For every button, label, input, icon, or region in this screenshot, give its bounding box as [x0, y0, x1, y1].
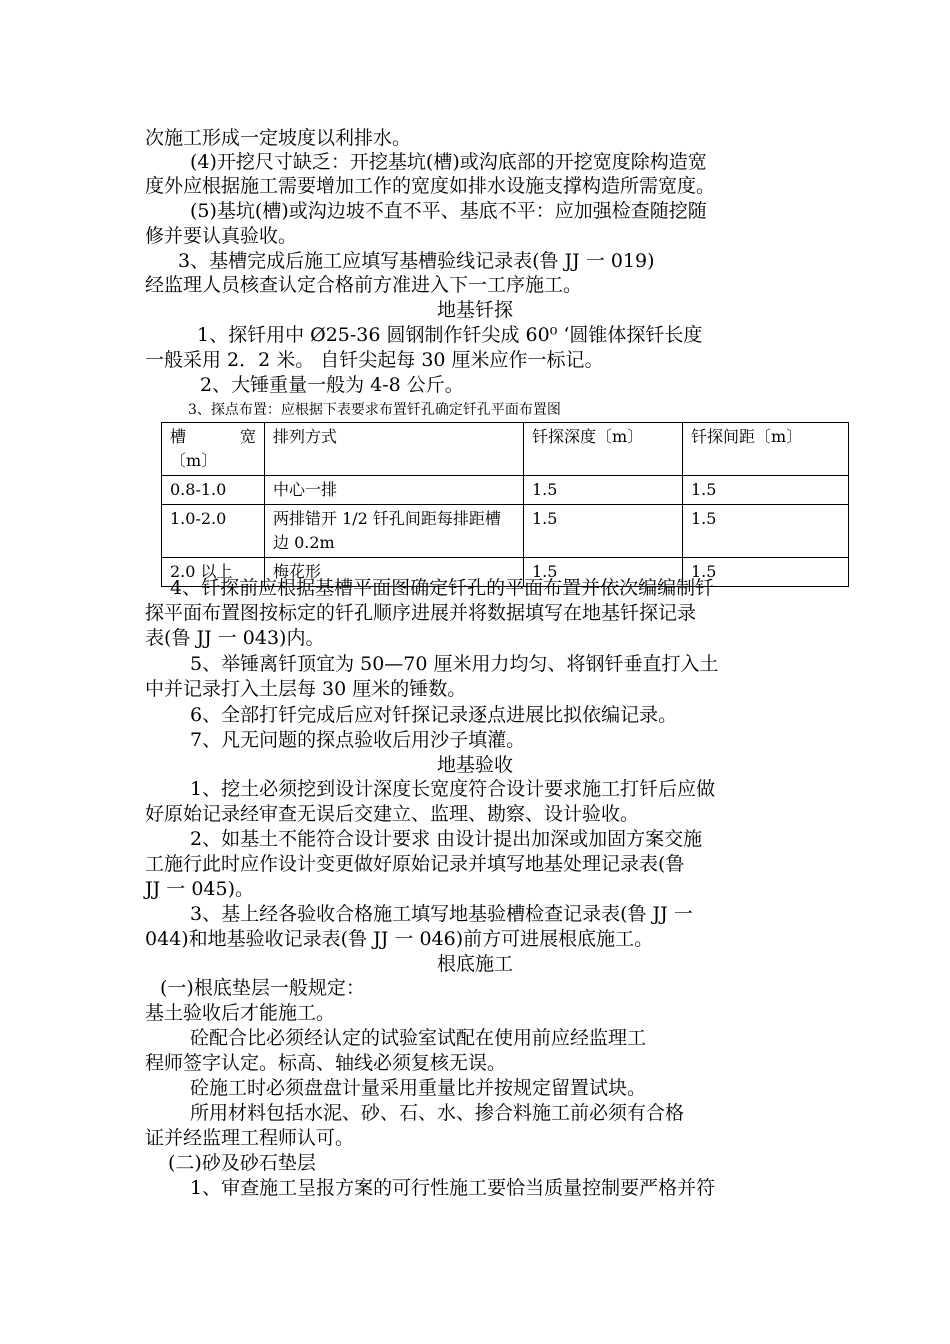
text-line: 度外应根据施工需要增加工作的宽度如排水设施支撑构造所需宽度。 [145, 175, 716, 197]
text-line: 一般采用 2．2 米。 自钎尖起每 30 厘米应作一标记。 [145, 349, 604, 371]
text-line: 所用材料包括水泥、砂、石、水、掺合料施工前必须有合格 [190, 1102, 685, 1124]
text-line: JJ 一 045)。 [145, 878, 254, 900]
table-cell: 2.0 以上 [162, 558, 265, 587]
section-heading: 根底施工 [436, 953, 513, 975]
text-line: 砼配合比必须经认定的试验室试配在使用前应经监理工 [190, 1027, 647, 1049]
table-cell: 梅花形 [265, 558, 524, 587]
text-line: 044)和地基验收记录表(鲁 JJ 一 046)前方可进展根底施工。 [145, 928, 654, 950]
table-header-row [162, 423, 849, 476]
text-line: 3、探点布置：应根据下表要求布置钎孔确定钎孔平面布置图 [188, 402, 561, 418]
text-line: (一)根底垫层一般规定： [160, 977, 365, 999]
text-line: 经监理人员核查认定合格前方准进入下一工序施工。 [145, 274, 583, 296]
text-line: 砼施工时必须盘盘计量采用重量比并按规定留置试块。 [190, 1077, 647, 1099]
text-line: 1、审查施工呈报方案的可行性施工要恰当质量控制要严格并符 [190, 1177, 716, 1199]
text-line: 2、如基土不能符合设计要求 由设计提出加深或加固方案交施 [190, 828, 703, 850]
text-line: 5、举锤离钎顶宜为 50—70 厘米用力均匀、将钢钎垂直打入土 [190, 653, 719, 675]
table-cell: 1.0-2.0 [162, 505, 265, 558]
text-line: 表(鲁 JJ 一 043)内。 [145, 627, 325, 649]
text-line: 基土验收后才能施工。 [145, 1002, 336, 1024]
text-line: 3、基上经各验收合格施工填写地基验槽检查记录表(鲁 JJ 一 [190, 903, 693, 925]
table-cell: 0.8-1.0 [162, 476, 265, 505]
text-line: (4)开挖尺寸缺乏：开挖基坑(槽)或沟底部的开挖宽度除构造宽 [190, 151, 707, 173]
text-line: 探平面布置图按标定的钎孔顺序进展并将数据填写在地基钎探记录 [145, 602, 697, 624]
table-cell: 1.5 [524, 505, 683, 558]
text-line: 工施行此时应作设计变更做好原始记录并填写地基处理记录表(鲁 [145, 853, 685, 875]
text-line: 修并要认真验收。 [145, 225, 298, 247]
text-line: 6、全部打钎完成后应对钎探记录逐点进展比拟依编记录。 [190, 704, 678, 726]
table-header-cell: 钎探间距〔m〕 [683, 423, 849, 476]
table-cell: 1.5 [524, 476, 683, 505]
text-line: 证并经监理工程师认可。 [145, 1127, 355, 1149]
header-width-label: 槽 宽 [170, 427, 256, 446]
table-cell: 中心一排 [265, 476, 524, 505]
probe-layout-table [161, 422, 849, 587]
table-cell: 1.5 [524, 558, 683, 587]
text-line: 4、钎探前应根据基槽平面图确定钎孔的平面布置并依次编编制钎 [170, 577, 715, 599]
table-cell: 1.5 [683, 476, 849, 505]
table-cell: 1.5 [683, 558, 849, 587]
text-line: 好原始记录经审查无误后交建立、监理、勘察、设计验收。 [145, 803, 640, 825]
section-heading: 地基验收 [436, 754, 513, 776]
text-line: 中并记录打入土层每 30 厘米的锤数。 [145, 678, 467, 700]
text-line: (5)基坑(槽)或沟边坡不直不平、基底不平：应加强检查随挖随 [190, 200, 707, 222]
text-line: 次施工形成一定坡度以利排水。 [145, 127, 412, 149]
text-line: 2、大锤重量一般为 4-8 公斤。 [200, 374, 464, 396]
table-header-cell: 钎探深度〔m〕 [524, 423, 683, 476]
text-line: 3、基槽完成后施工应填写基槽验线记录表(鲁 JJ 一 019) [178, 250, 655, 272]
text-line: 7、凡无问题的探点验收后用沙子填灌。 [190, 729, 526, 751]
table-cell: 两排错开 1/2 钎孔间距每排距槽边 0.2m [265, 505, 524, 558]
text-line: 1、挖土必须挖到设计深度长宽度符合设计要求施工打钎后应做 [190, 778, 716, 800]
text-line: 1、探钎用中 Ø25-36 圆钢制作钎尖成 60⁰ ‘圆锥体探钎长度 [197, 324, 703, 346]
table-header-cell: 排列方式 [265, 423, 524, 476]
table-row [162, 505, 849, 558]
table-row [162, 476, 849, 505]
header-width-unit: 〔m〕 [170, 451, 218, 470]
table-cell: 1.5 [683, 505, 849, 558]
text-line: 程师签字认定。标高、轴线必须复核无误。 [145, 1052, 507, 1074]
table-header-cell [162, 423, 265, 476]
text-line: (二)砂及砂石垫层 [168, 1152, 316, 1174]
section-heading: 地基钎探 [436, 299, 513, 321]
